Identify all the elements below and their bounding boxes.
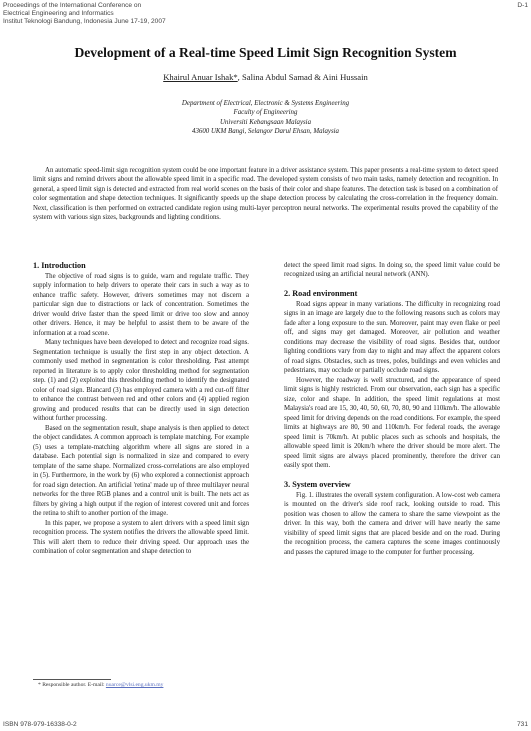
first-author: Khairul Anuar Ishak* [163,72,238,82]
other-authors: , Salina Abdul Samad & Aini Hussain [237,72,368,82]
header-line-1: Proceedings of the International Conference on [3,2,142,9]
right-column [284,261,500,557]
paragraph: Many techniques have been developed to detect and recognize road signs. Segmentation technique is usually the first step in any object detection. A commonly used method in segmentation is color thresholding. Past attempt reported in literature is to apply color thresholding method for segmentation step. (1) and (2) exploited this thresholding method to identify the designated color of road sign. Blancard (3) has employed camera with a red cut-off filter to enhance the contrast between red and other colors and (4) applied region growing and produced results that can be directly used in sign detection without further processing. [33,339,249,423]
paragraph: However, the roadway is well structured, and the appearance of speed limit signs is highly restricted. From our observation, each sign has a specific size, color and shape. In addition, the speed limit regulations at most Malaysia's road are 15, 30, 40, 50, 60, 70, 80, 90 and 110km/h. The allowable speed limit for driving depends on the road conditions. For example, the speed limits at highways are 80, 90 and 110km/h. For federal roads, the average speed limit is 70km/h. At public places such as schools and hospitals, the allowable speed limit is 20km/h where the driver should be more alert. The speed limit signs are always placed prominently, therefore the driver can easily spot them. [284,376,500,470]
footnote-rule [33,679,111,680]
paper-code: D-1 [517,2,528,9]
paragraph: Road signs appear in many variations. The difficulty in recognizing road signs in an image are largely due to the following reasons such as colors may fade after a long exposure to the sun. Moreover, paint may even flake or peel off, and signs may get damaged. Moreover, air pollution and weather conditions may decrease the visibility of road signs. Besides that, outdoor lighting conditions vary from day to night and may affect the apparent colors of road signs. Obstacles, such as trees, poles, buildings and even vehicles and pedestrians, may occlude or partially occlude road signs. [284,300,500,375]
author-email-link[interactable]: nuarce@vlsi.eng.ukm.my [105,682,164,688]
paragraph: In this paper, we propose a system to alert drivers with a speed limit sign recognition process. The system notifies the drivers the allowable speed limit. This will alert them to reduce their driving speed. Our approach uses the combination of color segmentation and shape detection to [33,519,249,556]
section-heading-road-environment: 2. Road environment [284,288,358,298]
footnote-text: * Responsible author. E-mail: [38,682,106,688]
conference-header [3,2,166,26]
section-heading-system-overview: 3. System overview [284,479,351,489]
affiliation-address: 43600 UKM Bangi, Selangor Darul Ehsan, Malaysia [192,128,339,136]
paragraph: Fig. 1. illustrates the overall system configuration. A low-cost web camera is mounted on the driver's side roof rack, looking outside to road. This position was chosen to allow the camera to share the same viewpoint as the driver. In this way, both the camera and driver will have nearly the same visibility of speed limit signs that are placed beside and on the road. During the recognition process, the camera captures the scene images continuously and passes the captured image to the computer for further processing. [284,491,500,556]
paragraph-continuation: detect the speed limit road signs. In doing so, the speed limit value could be recognized using an artificial neural network (ANN). [284,262,500,279]
affiliation-dept: Department of Electrical, Electronic & Systems Engineering [181,100,350,107]
abstract: An automatic speed-limit sign recognition system could be one important feature in a driver assistance system. This paper presents a real-time system to detect speed limit signs and remind drivers about the allowable speed limit in a specific road. The developed system consists of two main tasks, namely detection and recognition. In general, a speed limit sign is detected and extracted from real world scenes on the basis of their color and shape features. The detection task is based on a combination of color segmentation and shape detection techniques. It significantly speeds up the shape detection process by calculating the cross-correlation in the frequency domain. Next, classification is then performed on extracted candidate region using multi-layer perceptron neural networks. The experimental results proved the capability of the system with various sign sizes, backgrounds and lighting conditions. [33,167,498,222]
paragraph: The objective of road signs is to guide, warn and regulate traffic. They supply information to help drivers to operate their cars in such a way as to enhance traffic safety. However, drivers sometimes may not discern a particular sign due to distractions or lack of concentration. Sometimes the driver would drive faster than the speed limit or drive too slow and annoy other drivers. Hence, it may be helpful to assist them to be aware of the information at a road scene. [33,273,249,337]
paper-title: Development of a Real-time Speed Limit Sign Recognition System [74,45,457,60]
footnote [38,682,163,688]
section-heading-introduction: 1. Introduction [33,261,86,270]
isbn: ISBN 978-979-16338-0-2 [3,721,77,728]
affiliation-faculty: Faculty of Engineering [233,109,298,117]
header-line-2: Electrical Engineering and Informatics [3,10,114,17]
affiliation [40,99,491,137]
header-line-3: Institut Teknologi Bandung, Indonesia June 17-19, 2007 [3,18,166,25]
paragraph: Based on the segmentation result, shape analysis is then applied to detect the object candidates. A common approach is template matching. For example (5) uses a template-matching algorithm where all signs are stored in a database. Each potential sign is normalized in size and compared to every template of the same shape. Normalized cross-correlations are also employed in (5). Furthermore, in the work by (6) who explored a connectionist approach for road sign detection. An artificial 'retina' made up of three multilayer neural networks for the three RGB planes and a control unit is built. The nets act as filters by giving a high output if the region of interest covered unit and forces the retina to shift to another portion of the image. [33,424,249,518]
page-number: 731 [516,721,528,728]
authors [20,72,511,82]
left-column [33,261,249,557]
affiliation-university: Universiti Kebangsaan Malaysia [219,118,312,126]
